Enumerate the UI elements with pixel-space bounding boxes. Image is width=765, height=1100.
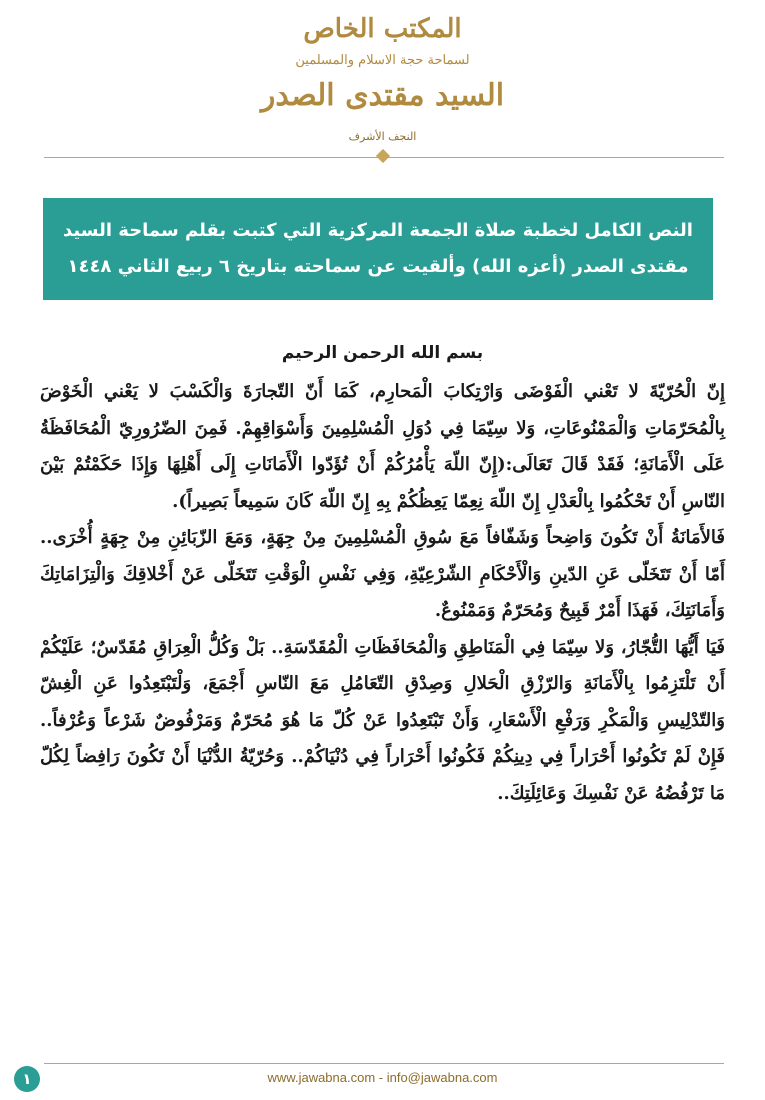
office-person-name: السيد مقتدى الصدر bbox=[260, 78, 505, 113]
letterhead bbox=[0, 0, 765, 160]
paragraph-3: فَيَا أَيُّهَا التُّجّارُ، وَلا سِيّمَا فِي الْمَنَاطِقِ وَالْمُحَافَظَاتِ الْمُقَدّسَةِ.. بَلْ وَكُلُّ الْعِرَاقِ مُقَدّسٌ؛ عَلَيْكُمْ أَنْ تَلْتَزِمُوا بِالْأَمَانَةِ وَالرّزْقِ الْحَلالِ وَصِدْقِ التّعَامُلِ مَعَ النّاسِ أَجْمَعَ، وَلْتَبْتَعِدُوا عَنِ الْغِشّ وَالتّدْلِيسِ وَالْمَكْرِ وَرَفْعِ الْأَسْعَارِ، وَأَنْ تَبْتَعِدُوا عَنْ كُلّ مَا هُوَ مُحَرّمٌ وَمَرْفُوضٌ شَرْعاً وَعُرْفاً.. فَإِنْ لَمْ تَكُونُوا أَحْرَاراً فِي دِينِكُمْ فَكُونُوا أَحْرَاراً فِي دُنْيَاكُمْ.. وَحُرّيّةُ الدُّنْيَا أَنْ تَكُونَ رَافِضاً لِكُلّ مَا تَرْفُضُهُ عَنْ نَفْسِكَ وَعَائِلَتِكَ.. bbox=[40, 636, 725, 804]
sermon-body bbox=[40, 336, 725, 812]
document-title: النص الكامل لخطبة صلاة الجمعة المركزية التي كتبت بقلم سماحة السيد مقتدى الصدر (أعزه الله) وألقيت عن سماحته بتاريخ ٦ ربيع الثاني ١٤٤٨ bbox=[63, 220, 693, 277]
paragraph-1: إِنّ الْحُرّيّةَ لا تَعْني الْفَوْضَى وَارْتِكابَ الْمَحارِم، كَمَا أَنّ التّجارَةَ وَالْكَسْبَ لا يَعْني الْخَوْضَ بِالْمُحَرّمَاتِ وَالْمَمْنُوعَاتِ، وَلا سِيّمَا فِي دُوَلِ الْمُسْلِمِينَ وَأَسْوَاقِهِمْ. فَمِنَ الضّرُورِيّ الْمُحَافَظَةُ عَلَى الْأَمَانَةِ؛ فَقَدْ قَالَ تَعَالَى:(إِنّ اللّهَ يَأْمُرُكُمْ أَنْ تُؤَدّوا الْأَمَانَاتِ إِلَى أَهْلِهَا وَإِذَا حَكَمْتُمْ بَيْنَ النّاسِ أَنْ تَحْكُمُوا بِالْعَدْلِ إِنّ اللّهَ نِعِمّا يَعِظُكُمْ بِهِ إِنّ اللّهَ كَانَ سَمِيعاً بَصِيراً). bbox=[40, 381, 725, 512]
header-ornament bbox=[376, 149, 390, 163]
office-location: النجف الأشرف bbox=[348, 130, 417, 143]
footer-contact: www.jawabna.com - info@jawabna.com bbox=[267, 1070, 498, 1085]
basmala: بسم الله الرحمن الرحيم bbox=[281, 343, 484, 363]
office-name: المكتب الخاص bbox=[303, 14, 462, 44]
paragraph-2: فَالأَمَانَةُ أَنْ تَكُونَ وَاضِحاً وَشَفّافاً مَعَ سُوقِ الْمُسْلِمِينَ مِنْ جِهَةٍ، وَمَعَ الزّبَائِنِ مِنْ جِهَةٍ أُخْرَى.. أَمّا أَنْ تَتَخَلّى عَنِ الدّينِ وَالْأَحْكَامِ الشّرْعِيّةِ، وَفِي نَفْسِ الْوَقْتِ تَتَخَلّى عَنْ أَخْلاقِكَ وَالْتِزَامَاتِكَ وَأَمَانَتِكَ، فَهَذَا أَمْرٌ قَبِيحٌ وَمُحَرّمٌ وَمَمْنُوعٌ. bbox=[40, 527, 725, 621]
office-subtitle: لسماحة حجة الاسلام والمسلمين bbox=[295, 53, 470, 68]
page-number-badge: ١ bbox=[14, 1066, 40, 1092]
title-banner bbox=[43, 198, 713, 300]
footer-divider bbox=[44, 1063, 724, 1064]
